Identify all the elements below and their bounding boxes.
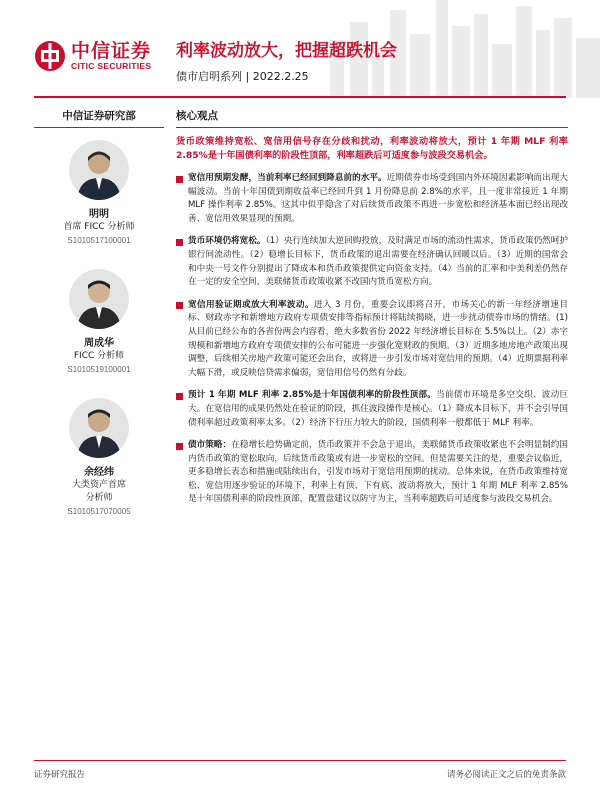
disclaimer-notice: 请务必阅读正文之后的免责条款 bbox=[446, 770, 566, 780]
analyst-name: 明明 bbox=[89, 209, 109, 220]
analyst-role-2: 分析师 bbox=[85, 493, 113, 503]
section-title: 核心观点 bbox=[176, 104, 568, 128]
bullet-heading: 宽信用验证期或放大利率波动。 bbox=[188, 299, 314, 310]
department-label: 中信证券研究部 bbox=[34, 104, 164, 128]
footer-left-label: 证券研究报告 bbox=[34, 770, 86, 780]
bullet-heading: 债市策略： bbox=[188, 440, 232, 451]
logo-chinese: 中信证券 bbox=[71, 40, 152, 62]
analyst-name: 周成华 bbox=[84, 338, 114, 349]
core-views bbox=[176, 104, 568, 507]
avatar bbox=[69, 398, 129, 458]
report-subtitle: 债市启明系列 | 2022.2.25 bbox=[176, 70, 309, 83]
citic-logo-icon bbox=[34, 40, 66, 72]
analyst-code: S1010519100001 bbox=[67, 365, 131, 374]
analyst-name: 余经纬 bbox=[84, 467, 114, 478]
bullet-body: 当前债市环境是多空交织、波动巨大。在宽信用的成果仍然处在验证的阶段，抓住波段操作是核心。（1）降成本目标下，并不会引导国债利率超过政策利率太多。（2）经济下行压力较大的阶段，国债利率一般都低于 MLF 利率。 bbox=[188, 390, 568, 428]
bullet-square-icon bbox=[176, 239, 183, 246]
analyst-sidebar bbox=[34, 104, 164, 518]
analyst-code: S1010517100001 bbox=[67, 236, 131, 245]
footer-divider bbox=[34, 760, 566, 761]
analyst-card bbox=[34, 140, 164, 247]
bullet-square-icon bbox=[176, 176, 183, 183]
logo-english: CITIC SECURITIES bbox=[71, 61, 152, 71]
bullet-body: 进入 3 月份，重要会议即将召开，市场关心的新一年经济增速目标、财政赤字和新增地方政府专项债安排等指标预计将陆续揭晓，进一步扰动债券市场的情绪。(1) 从目前已经公布的各省份两会内容看，绝大多数省份 2022 年经济增长目标在 5.5%以上。（2）赤字规模和新增地方政府专项债安排的公布可能进一步强化宽财政的预期。（3）近期多地房地产政策出现调整，后续相关房地产政策可能还会出台，或将进一步引发市场对宽信用的预期。（4）近期票据利率大幅下滑，或反映信贷需求偏弱，宽信用信号仍然有分歧。 bbox=[188, 299, 568, 378]
analyst-card bbox=[34, 398, 164, 518]
bullet-square-icon bbox=[176, 302, 183, 309]
bullet-heading: 货币环境仍将宽松。 bbox=[188, 236, 266, 247]
bullet-square-icon bbox=[176, 393, 183, 400]
bullet-heading: 预计 1 年期 MLF 利率 2.85%是十年国债利率的阶段性顶部。 bbox=[188, 390, 437, 401]
bullet-item bbox=[176, 439, 568, 507]
avatar bbox=[69, 140, 129, 200]
bullet-square-icon bbox=[176, 443, 183, 450]
bullet-item bbox=[176, 235, 568, 289]
analyst-card bbox=[34, 269, 164, 376]
bullet-item bbox=[176, 389, 568, 430]
bullet-body: （1）央行连续加大逆回购投放，及时满足市场的流动性需求，货币政策仍然呵护银行间流动性。（2）稳增长目标下，货币政策的退出需要在经济确认回暖以后。（3）近期的国常会和中央一号文件分别提出了降成本和货币政策提供定向资金支持。（4）当前的汇率和中美利差仍然存在一定的安全空间，美联储货币政策收紧不改国内货币宽松方向。 bbox=[188, 236, 568, 288]
header bbox=[0, 0, 600, 98]
bullet-item bbox=[176, 299, 568, 381]
analyst-code: S1010517070005 bbox=[67, 507, 131, 516]
summary-paragraph: 货币政策维持宽松、宽信用信号存在分歧和扰动，利率波动将放大，预计 1 年期 MLF 利率 2.85%是十年国债利率的阶段性顶部，利率超跌后可适度参与波段交易机会。 bbox=[176, 136, 568, 161]
analyst-role: FICC 分析师 bbox=[73, 351, 125, 361]
analyst-role: 首席 FICC 分析师 bbox=[63, 222, 135, 232]
analyst-role: 大类资产首席 bbox=[71, 480, 126, 490]
bullet-body: 近期债券市场受到国内外环境因素影响而出现大幅波动。当前十年国债到期收益率已经回升到 1 月份降息前 2.8%的水平，且一度非常接近 1 年期 MLF 操作利率 2.85%。这其中似乎隐含了对后续货币政策不再进一步宽松和经济基本面已经出现改善、宽信用效果显现的预期。 bbox=[188, 173, 568, 224]
avatar bbox=[69, 269, 129, 329]
header-divider bbox=[34, 96, 566, 98]
bullet-heading: 宽信用预期发酵，当前利率已经回到降息前的水平。 bbox=[188, 173, 387, 183]
logo bbox=[34, 38, 151, 74]
report-title: 利率波动放大，把握超跌机会 bbox=[176, 41, 397, 61]
bullet-item bbox=[176, 172, 568, 226]
bullet-body: 在稳增长趋势确定前，货币政策并不会急于退出，美联储货币政策收紧也不会明显制约国内货币政策的宽松取向，后续货币政策或有进一步宽松的空间。但是需要关注的是，重要会议临近，更多稳增长表态和措施或陆续出台，引发市场对于宽信用预期的扰动。总体来说，在货币政策维持宽松、宽信用逐步验证的环境下，利率上有顶、下有底、波动将放大，预计 1 年期 MLF 利率 2.85%是十年国债利率的阶段性顶部，配置盘建议以防守为主，当利率超跌后可适度参与波段交易机会。 bbox=[188, 440, 568, 505]
